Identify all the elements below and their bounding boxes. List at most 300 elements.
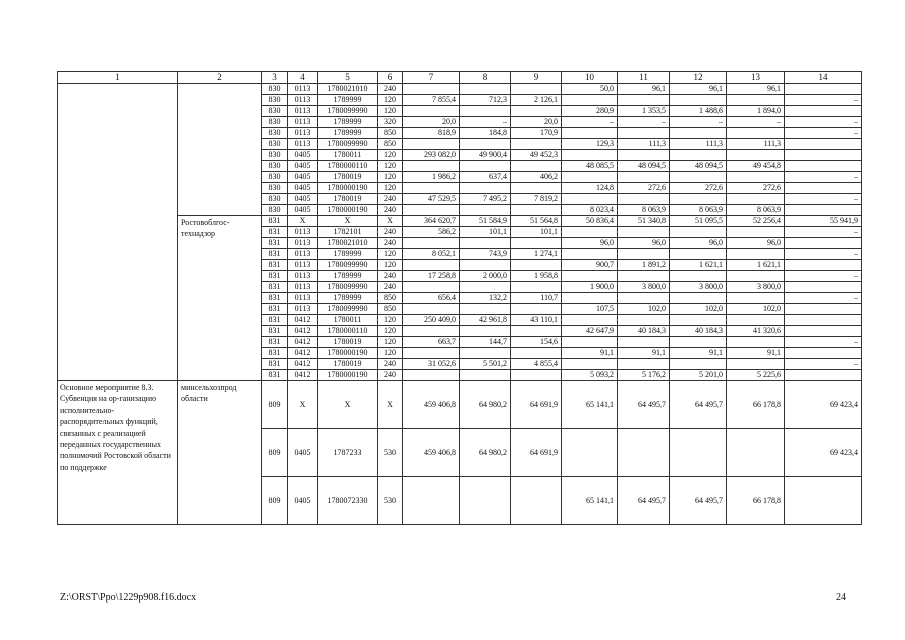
table-cell: 1 621,1 [670, 260, 727, 271]
table-cell: – [727, 117, 785, 128]
table-cell: 830 [262, 150, 288, 161]
measure-description: Основное мероприятие 8.3. Субвенция на ор-ганизацию исполнительно-распорядительных функций, связанных с реализацией переданных государственных полномочий Ростовской области по поддержке [58, 381, 178, 525]
table-cell: 8 063,9 [727, 205, 785, 216]
table-cell: 65 141,1 [562, 381, 618, 429]
table-cell: 831 [262, 348, 288, 359]
col-header: 8 [460, 72, 511, 84]
table-cell [562, 429, 618, 477]
table-cell: 51 095,5 [670, 216, 727, 227]
table-cell [727, 128, 785, 139]
executor-cell [178, 84, 262, 216]
table-cell [562, 150, 618, 161]
table-cell: 3 800,0 [727, 282, 785, 293]
executor-name-line1: Ростовоблгос- [181, 218, 230, 227]
table-cell: 91,1 [618, 348, 670, 359]
table-cell: – [785, 227, 862, 238]
table-cell: 102,0 [618, 304, 670, 315]
table-cell: 1780000110 [318, 161, 378, 172]
table-cell [727, 150, 785, 161]
col-header: 6 [378, 72, 403, 84]
executor-name-line2: технадзор [181, 229, 216, 238]
table-cell: 64 495,7 [670, 381, 727, 429]
table-cell: 1 900,0 [562, 282, 618, 293]
table-cell: 830 [262, 84, 288, 95]
table-cell [727, 315, 785, 326]
table-cell: 1780000190 [318, 183, 378, 194]
table-cell: X [288, 381, 318, 429]
table-cell: 48 085,5 [562, 161, 618, 172]
table-cell: 830 [262, 161, 288, 172]
table-cell: 48 094,5 [670, 161, 727, 172]
table-cell: 129,3 [562, 139, 618, 150]
table-cell [727, 95, 785, 106]
table-cell [618, 359, 670, 370]
table-cell: 663,7 [403, 337, 460, 348]
measure-cell [58, 84, 178, 381]
table-cell: 830 [262, 139, 288, 150]
col-header: 1 [58, 72, 178, 84]
table-cell: 120 [378, 161, 403, 172]
table-cell [403, 477, 460, 525]
table-cell: 0113 [288, 282, 318, 293]
table-cell [511, 326, 562, 337]
table-cell: 1 621,1 [727, 260, 785, 271]
table-cell: 0113 [288, 106, 318, 117]
table-cell: 831 [262, 293, 288, 304]
table-cell [511, 205, 562, 216]
table-cell: 831 [262, 216, 288, 227]
table-cell [670, 429, 727, 477]
table-cell: 64 495,7 [618, 477, 670, 525]
table-cell [618, 150, 670, 161]
table-cell: – [785, 249, 862, 260]
table-cell [670, 315, 727, 326]
table-cell: 900,7 [562, 260, 618, 271]
table-cell [511, 106, 562, 117]
table-cell [785, 304, 862, 315]
table-cell [785, 348, 862, 359]
table-cell: 51 340,8 [618, 216, 670, 227]
table-cell [618, 172, 670, 183]
table-cell [403, 326, 460, 337]
table-cell: 124,8 [562, 183, 618, 194]
col-header: 5 [318, 72, 378, 84]
table-cell [785, 183, 862, 194]
col-header: 14 [785, 72, 862, 84]
table-cell: 850 [378, 128, 403, 139]
table-cell [511, 477, 562, 525]
table-cell [670, 271, 727, 282]
table-cell [618, 429, 670, 477]
table-cell [403, 139, 460, 150]
table-cell: 8 063,9 [670, 205, 727, 216]
table-cell: 40 184,3 [670, 326, 727, 337]
table-cell: – [785, 271, 862, 282]
table-cell: 20,0 [403, 117, 460, 128]
executor-name [178, 216, 262, 381]
table-cell: 41 320,6 [727, 326, 785, 337]
table-cell: 831 [262, 326, 288, 337]
table-cell: 120 [378, 95, 403, 106]
col-header: 12 [670, 72, 727, 84]
table-cell: 240 [378, 238, 403, 249]
table-cell: 240 [378, 370, 403, 381]
table-cell: 0113 [288, 260, 318, 271]
table-cell [785, 161, 862, 172]
table-cell: 47 529,5 [403, 194, 460, 205]
table-cell [403, 304, 460, 315]
table-cell: 184,8 [460, 128, 511, 139]
footer-file-path: Z:\ORST\Ppo\1229p908.f16.docx [60, 592, 197, 603]
table-cell: 1780099990 [318, 304, 378, 315]
table-cell: 240 [378, 84, 403, 95]
table-cell [670, 128, 727, 139]
table-cell [403, 183, 460, 194]
table-cell: 120 [378, 315, 403, 326]
table-cell [562, 128, 618, 139]
table-cell: 743,9 [460, 249, 511, 260]
table-cell [562, 227, 618, 238]
table-cell: 66 178,8 [727, 477, 785, 525]
table-cell: 170,9 [511, 128, 562, 139]
table-cell [618, 128, 670, 139]
table-cell: 120 [378, 260, 403, 271]
table-cell: 240 [378, 282, 403, 293]
table-cell [403, 205, 460, 216]
table-cell [403, 161, 460, 172]
table-cell: 0412 [288, 370, 318, 381]
table-cell [727, 359, 785, 370]
table-cell: 831 [262, 271, 288, 282]
col-header: 10 [562, 72, 618, 84]
table-cell [727, 172, 785, 183]
table-cell: 272,6 [727, 183, 785, 194]
table-cell: 48 094,5 [618, 161, 670, 172]
table-cell: 0405 [288, 194, 318, 205]
table-cell: 831 [262, 227, 288, 238]
table-cell: 0113 [288, 227, 318, 238]
table-cell: 830 [262, 117, 288, 128]
table-cell [511, 370, 562, 381]
table-cell [562, 315, 618, 326]
table-cell: 272,6 [618, 183, 670, 194]
table-cell [403, 238, 460, 249]
table-cell: – [562, 117, 618, 128]
table-cell: 1780099990 [318, 260, 378, 271]
table-cell: 96,1 [670, 84, 727, 95]
table-cell [618, 194, 670, 205]
table-cell [460, 260, 511, 271]
table-cell: 250 409,0 [403, 315, 460, 326]
table-cell [785, 106, 862, 117]
table-cell [670, 293, 727, 304]
table-cell: 50 836,4 [562, 216, 618, 227]
table-cell: 831 [262, 370, 288, 381]
table-cell: – [785, 128, 862, 139]
table-cell: – [785, 95, 862, 106]
table-cell [785, 477, 862, 525]
table-cell: 830 [262, 194, 288, 205]
table-cell: 0412 [288, 348, 318, 359]
table-cell: 656,4 [403, 293, 460, 304]
table-cell [670, 359, 727, 370]
table-cell: 8 063,9 [618, 205, 670, 216]
table-cell [670, 150, 727, 161]
table-cell: 1780021010 [318, 84, 378, 95]
table-cell: – [785, 293, 862, 304]
table-cell: 831 [262, 359, 288, 370]
table-cell: 7 495,2 [460, 194, 511, 205]
table-cell: 637,4 [460, 172, 511, 183]
table-cell [670, 227, 727, 238]
table-cell [403, 106, 460, 117]
table-cell [403, 84, 460, 95]
table-cell: 1780019 [318, 172, 378, 183]
table-cell: 64 691,9 [511, 429, 562, 477]
table-cell [727, 271, 785, 282]
table-cell: – [785, 117, 862, 128]
table-cell: X [378, 216, 403, 227]
table-cell: 0405 [288, 172, 318, 183]
table-cell: 0412 [288, 359, 318, 370]
table-cell: – [785, 172, 862, 183]
col-header: 4 [288, 72, 318, 84]
table-cell: 120 [378, 106, 403, 117]
table-row [58, 216, 862, 227]
table-cell: 0113 [288, 84, 318, 95]
table-cell [403, 260, 460, 271]
table-cell: 240 [378, 227, 403, 238]
table-cell [785, 370, 862, 381]
table-cell: 111,3 [727, 139, 785, 150]
table-cell [511, 348, 562, 359]
table-cell: 40 184,3 [618, 326, 670, 337]
col-header: 3 [262, 72, 288, 84]
table-cell: 120 [378, 150, 403, 161]
table-cell: 102,0 [727, 304, 785, 315]
table-cell: 586,2 [403, 227, 460, 238]
table-cell [785, 205, 862, 216]
table-cell: 1 891,2 [618, 260, 670, 271]
table-cell: 809 [262, 429, 288, 477]
table-cell: 830 [262, 106, 288, 117]
table-cell [460, 183, 511, 194]
table-cell: X [288, 216, 318, 227]
table-cell [670, 194, 727, 205]
table-cell [460, 370, 511, 381]
table-cell: 850 [378, 139, 403, 150]
table-cell: 1787233 [318, 429, 378, 477]
table-cell: – [785, 337, 862, 348]
table-cell: 101,1 [460, 227, 511, 238]
table-cell: 20,0 [511, 117, 562, 128]
table-cell: 1780000190 [318, 370, 378, 381]
table-cell: 712,3 [460, 95, 511, 106]
table-cell [562, 293, 618, 304]
table-cell: 1789999 [318, 117, 378, 128]
table-cell: 0113 [288, 95, 318, 106]
table-cell: 66 178,8 [727, 381, 785, 429]
table-cell [785, 260, 862, 271]
executor-name: минсельхозпрод области [178, 381, 262, 525]
table-cell: 850 [378, 304, 403, 315]
table-cell [618, 95, 670, 106]
table-cell: 0113 [288, 128, 318, 139]
table-cell: 64 495,7 [618, 381, 670, 429]
table-cell: 831 [262, 238, 288, 249]
table-cell: 280,9 [562, 106, 618, 117]
table-cell: 8 052,1 [403, 249, 460, 260]
table-cell: 4 855,4 [511, 359, 562, 370]
table-cell [785, 238, 862, 249]
table-cell [727, 194, 785, 205]
table-cell [785, 139, 862, 150]
table-cell [562, 172, 618, 183]
table-cell: 1780099990 [318, 139, 378, 150]
table-cell: 132,2 [460, 293, 511, 304]
table-cell: 320 [378, 117, 403, 128]
table-row [58, 381, 862, 429]
table-cell [460, 205, 511, 216]
table-cell [670, 337, 727, 348]
table-cell: 3 800,0 [618, 282, 670, 293]
table-cell: 272,6 [670, 183, 727, 194]
table-cell: 1 958,8 [511, 271, 562, 282]
table-cell [618, 271, 670, 282]
table-cell [460, 282, 511, 293]
table-cell: 7 819,2 [511, 194, 562, 205]
table-cell: – [785, 194, 862, 205]
table-cell [785, 315, 862, 326]
table-cell [785, 84, 862, 95]
table-cell: 49 900,4 [460, 150, 511, 161]
table-cell: 49 454,8 [727, 161, 785, 172]
table-cell: 1780019 [318, 359, 378, 370]
table-cell: 64 980,2 [460, 381, 511, 429]
table-cell: 0405 [288, 161, 318, 172]
table-cell: 1782101 [318, 227, 378, 238]
table-cell: 1789999 [318, 128, 378, 139]
table-cell: – [785, 359, 862, 370]
table-cell: 818,9 [403, 128, 460, 139]
table-cell: 120 [378, 172, 403, 183]
table-cell: 5 225,6 [727, 370, 785, 381]
table-cell: 69 423,4 [785, 429, 862, 477]
table-cell: 69 423,4 [785, 381, 862, 429]
table-cell: 1780011 [318, 315, 378, 326]
table-cell [562, 95, 618, 106]
table-cell: 831 [262, 260, 288, 271]
table-cell: 64 691,9 [511, 381, 562, 429]
table-cell: 64 495,7 [670, 477, 727, 525]
table-cell [562, 337, 618, 348]
table-cell: 240 [378, 194, 403, 205]
table-cell: 7 855,4 [403, 95, 460, 106]
table-cell: 55 941,9 [785, 216, 862, 227]
table-cell: 530 [378, 477, 403, 525]
table-cell: 0113 [288, 117, 318, 128]
table-cell [727, 227, 785, 238]
table-cell: 1 894,0 [727, 106, 785, 117]
table-cell: 5 501,2 [460, 359, 511, 370]
table-cell [511, 304, 562, 315]
table-cell: 0405 [288, 205, 318, 216]
table-cell: X [318, 381, 378, 429]
table-cell [511, 260, 562, 271]
table-cell: 0113 [288, 304, 318, 315]
col-header: 2 [178, 72, 262, 84]
table-cell [727, 293, 785, 304]
table-cell: 52 256,4 [727, 216, 785, 227]
table-cell: 0113 [288, 249, 318, 260]
table-cell: – [618, 117, 670, 128]
table-cell: 831 [262, 337, 288, 348]
table-cell: 102,0 [670, 304, 727, 315]
table-row [58, 84, 862, 95]
table-cell [460, 326, 511, 337]
table-cell [460, 106, 511, 117]
table-cell [460, 139, 511, 150]
table-cell: 110,7 [511, 293, 562, 304]
table-cell: 0412 [288, 337, 318, 348]
table-cell: 1789999 [318, 271, 378, 282]
table-cell: 43 110,1 [511, 315, 562, 326]
table-cell: 1789999 [318, 293, 378, 304]
table-cell: 831 [262, 304, 288, 315]
table-cell [670, 172, 727, 183]
table-cell: 0405 [288, 477, 318, 525]
table-cell: 240 [378, 205, 403, 216]
table-cell: 96,0 [670, 238, 727, 249]
table-cell: 1780000190 [318, 348, 378, 359]
table-cell: 64 980,2 [460, 429, 511, 477]
table-cell: 111,3 [670, 139, 727, 150]
table-cell [460, 304, 511, 315]
table-cell: 831 [262, 315, 288, 326]
table-cell: 120 [378, 348, 403, 359]
table-cell: 1 353,5 [618, 106, 670, 117]
table-cell: 293 082,0 [403, 150, 460, 161]
table-cell [618, 293, 670, 304]
table-cell: 1780000190 [318, 205, 378, 216]
table-cell: 1780099990 [318, 282, 378, 293]
table-cell: 1780019 [318, 194, 378, 205]
table-cell: 1789999 [318, 95, 378, 106]
header-row [58, 72, 862, 84]
table-cell: 1780021010 [318, 238, 378, 249]
table-cell: 49 452,3 [511, 150, 562, 161]
table-cell: 96,0 [618, 238, 670, 249]
table-cell [727, 429, 785, 477]
table-cell [562, 271, 618, 282]
table-cell: 830 [262, 128, 288, 139]
table-cell [511, 183, 562, 194]
table-cell: 850 [378, 293, 403, 304]
table-cell: 240 [378, 359, 403, 370]
col-header: 9 [511, 72, 562, 84]
table-cell [785, 282, 862, 293]
table-cell: 1780000110 [318, 326, 378, 337]
table-cell [460, 238, 511, 249]
table-cell [785, 326, 862, 337]
table-cell: 240 [378, 271, 403, 282]
table-cell: 111,3 [618, 139, 670, 150]
table-cell: 1780019 [318, 337, 378, 348]
table-cell: 154,6 [511, 337, 562, 348]
table-cell: 5 093,2 [562, 370, 618, 381]
table-cell: 42 647,9 [562, 326, 618, 337]
table-cell: 42 961,8 [460, 315, 511, 326]
